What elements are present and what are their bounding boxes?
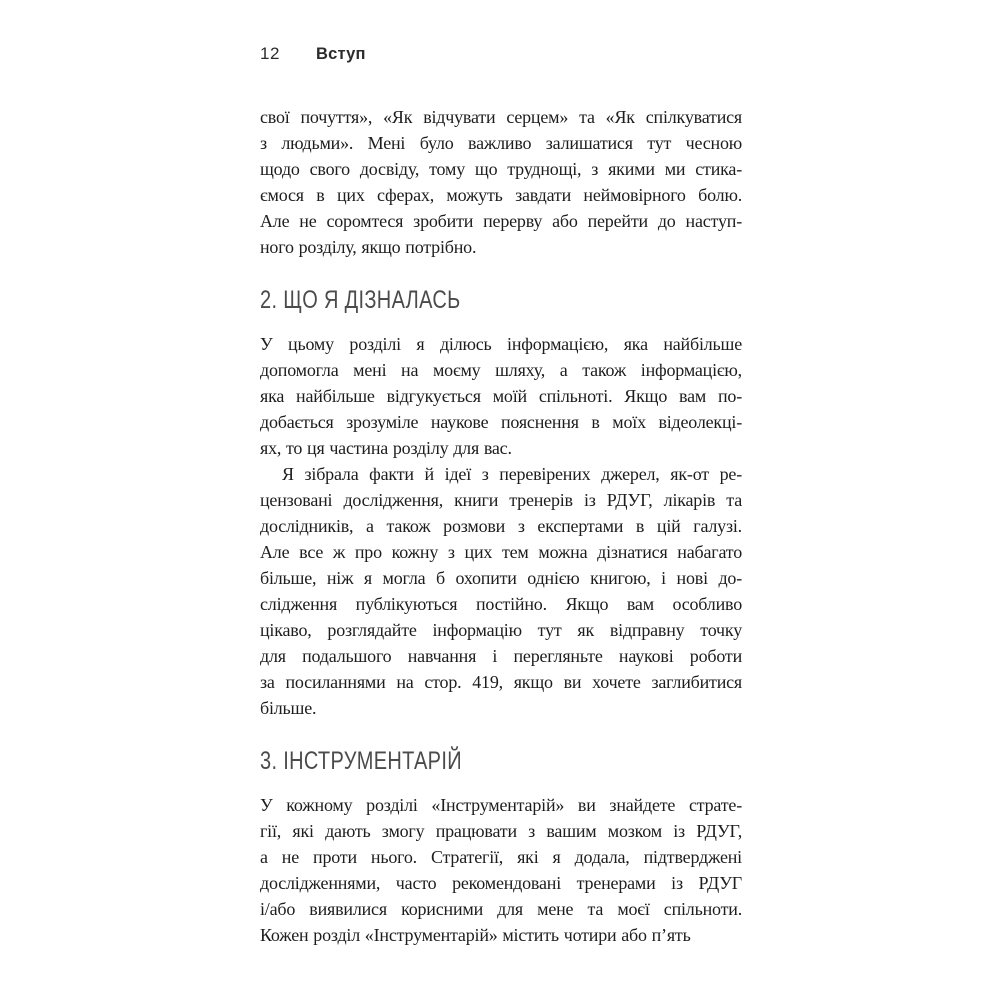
text-line: Але не соромтеся зробити перерву або перейти до наступ- — [260, 211, 742, 231]
text-line: за посиланнями на стор. 419, якщо ви хочете заглибитися — [260, 672, 742, 692]
page-header — [260, 44, 742, 64]
text-line: і/або виявилися корисними для мене та моєї спільноти. — [260, 899, 742, 919]
text-line: свої почуття», «Як відчувати серцем» та «Як спілкуватися — [260, 107, 742, 127]
text-line: більше. — [260, 698, 317, 718]
text-line: ного розділу, якщо потрібно. — [260, 237, 477, 257]
text-line: щодо свого досвіду, тому що труднощі, з якими ми стика- — [260, 159, 742, 179]
text-line: цікаво, розглядайте інформацію тут як відправну точку — [260, 620, 742, 640]
paragraph — [260, 461, 742, 721]
text-line: більше, ніж я могла б охопити однією книгою, і нові до- — [260, 568, 742, 588]
page-number: 12 — [260, 44, 280, 63]
text-line: добається зрозуміле наукове пояснення в моїх відеолекці- — [260, 412, 742, 432]
paragraph — [260, 331, 742, 461]
paragraph — [260, 104, 742, 260]
text-line: У цьому розділі я ділюсь інформацією, яка найбільше — [260, 334, 742, 354]
text-line: яка найбільше відгукується моїй спільноті. Якщо вам по- — [260, 386, 742, 406]
page-body — [260, 104, 742, 948]
text-line: цензовані дослідження, книги тренерів із РДУГ, лікарів та — [260, 490, 742, 510]
text-line: а не проти нього. Стратегії, які я додала, підтверджені — [260, 847, 742, 867]
paragraph — [260, 792, 742, 948]
text-line: з людьми». Мені було важливо залишатися тут чесною — [260, 133, 742, 153]
text-line: Я зібрала факти й ідеї з перевірених джерел, як-от ре- — [282, 464, 742, 484]
text-line: Кожен розділ «Інструментарій» містить чотири або п’ять — [260, 925, 691, 945]
text-line: У кожному розділі «Інструментарій» ви знайдете страте- — [260, 795, 742, 815]
section-heading: 3. ІНСТРУМЕНТАРІЙ — [260, 747, 462, 775]
running-title: Вступ — [316, 45, 366, 63]
text-line: дослідників, а також розмови з експертами в цій галузі. — [260, 516, 742, 536]
text-line: Але все ж про кожну з цих тем можна дізнатися набагато — [260, 542, 742, 562]
text-line: для подальшого навчання і перегляньте наукові роботи — [260, 646, 742, 666]
text-line: гії, які дають змогу працювати з вашим мозком із РДУГ, — [260, 821, 742, 841]
text-line: слідження публікуються постійно. Якщо вам особливо — [260, 594, 742, 614]
text-line: допомогла мені на моєму шляху, а також інформацією, — [260, 360, 742, 380]
section-heading: 2. ЩО Я ДІЗНАЛАСЬ — [260, 286, 461, 314]
text-line: ємося в цих сферах, можуть завдати неймовірного болю. — [260, 185, 742, 205]
content-column — [260, 44, 742, 948]
text-line: ях, то ця частина розділу для вас. — [260, 438, 512, 458]
text-line: дослідженнями, часто рекомендовані тренерами із РДУГ — [260, 873, 742, 893]
